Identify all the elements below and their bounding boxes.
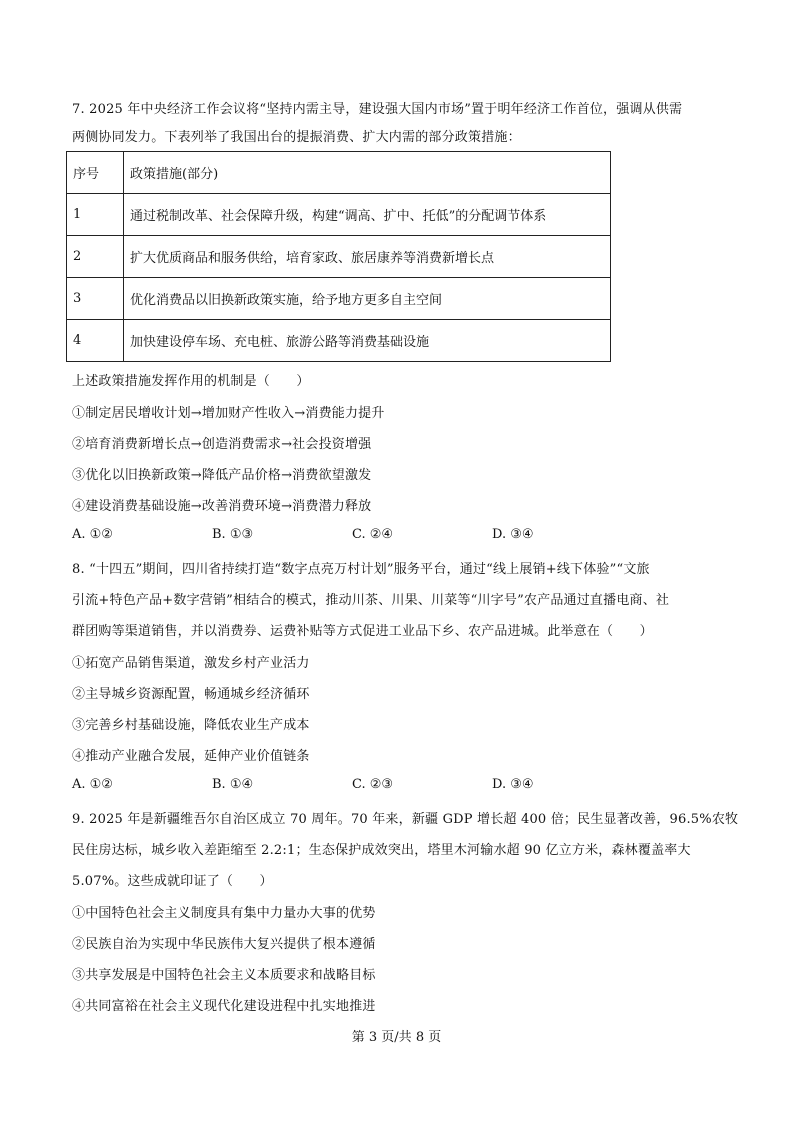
q7-stem-line-1: 7. 2025 年中央经济工作会议将“坚持内需主导，建设强大国内市场”置于明年经济工作首位，强调从供需 bbox=[72, 102, 683, 117]
table-cell-policy: 优化消费品以旧换新政策实施，给予地方更多自主空间 bbox=[124, 278, 611, 320]
table-header-cell: 政策措施(部分) bbox=[124, 152, 611, 194]
table-cell-number: 2 bbox=[67, 236, 124, 278]
q8-item: ②主导城乡资源配置，畅通城乡经济循环 bbox=[72, 687, 310, 702]
table-cell-number: 3 bbox=[67, 278, 124, 320]
q9-stem-line-2: 民住房达标，城乡收入差距缩至 2.2:1；生态保护成效突出，塔里木河输水超 90 亿立方米，森林覆盖率大 bbox=[72, 843, 691, 858]
option-a[interactable]: A. ①② bbox=[72, 527, 113, 542]
q7-item: ②培育消费新增长点→创造消费需求→社会投资增强 bbox=[72, 437, 372, 452]
q9-item: ③共享发展是中国特色社会主义本质要求和战略目标 bbox=[72, 968, 376, 983]
q8-item: ④推动产业融合发展，延伸产业价值链条 bbox=[72, 749, 310, 764]
q9-item: ④共同富裕在社会主义现代化建设进程中扎实地推进 bbox=[72, 999, 376, 1014]
q8-item: ①拓宽产品销售渠道，激发乡村产业活力 bbox=[72, 656, 310, 671]
page-number-footer: 第 3 页/共 8 页 bbox=[351, 1030, 442, 1045]
option-a[interactable]: A. ①② bbox=[72, 777, 113, 792]
q8-item: ③完善乡村基础设施，降低农业生产成本 bbox=[72, 718, 310, 733]
q7-item: ③优化以旧换新政策→降低产品价格→消费欲望激发 bbox=[72, 468, 372, 483]
table-cell-policy: 通过税制改革、社会保障升级，构建“调高、扩中、托低”的分配调节体系 bbox=[124, 194, 611, 236]
table-header-cell: 序号 bbox=[67, 152, 124, 194]
q8-stem-line-1: 8. “十四五”期间，四川省持续打造“数字点亮万村计划”服务平台，通过“线上展销+线下体验”“文旅 bbox=[72, 562, 650, 577]
option-d[interactable]: D. ③④ bbox=[492, 777, 534, 792]
table-header-row bbox=[67, 152, 611, 194]
option-b[interactable]: B. ①④ bbox=[212, 777, 254, 792]
q7-item: ④建设消费基础设施→改善消费环境→消费潜力释放 bbox=[72, 499, 372, 514]
table-row bbox=[67, 194, 611, 236]
q7-options bbox=[72, 527, 632, 542]
table-row bbox=[67, 320, 611, 362]
q8-stem-line-2: 引流+特色产品+数字营销”相结合的模式，推动川茶、川果、川菜等“川字号”农产品通过直播电商、社 bbox=[72, 593, 670, 608]
q8-options bbox=[72, 777, 632, 792]
option-c[interactable]: C. ②④ bbox=[352, 527, 394, 542]
q9-stem-line-1: 9. 2025 年是新疆维吾尔自治区成立 70 周年。70 年来，新疆 GDP 增长超 400 倍；民生显著改善，96.5%农牧 bbox=[72, 812, 739, 827]
option-b[interactable]: B. ①③ bbox=[212, 527, 254, 542]
option-c[interactable]: C. ②③ bbox=[352, 777, 394, 792]
policy-table bbox=[66, 151, 611, 362]
q9-item: ①中国特色社会主义制度具有集中力量办大事的优势 bbox=[72, 906, 376, 921]
table-row bbox=[67, 278, 611, 320]
q9-stem-line-3: 5.07%。这些成就印证了（ ） bbox=[72, 874, 273, 889]
q7-item: ①制定居民增收计划→增加财产性收入→消费能力提升 bbox=[72, 406, 385, 421]
table-row bbox=[67, 236, 611, 278]
table-cell-policy: 加快建设停车场、充电桩、旅游公路等消费基础设施 bbox=[124, 320, 611, 362]
q7-question: 上述政策措施发挥作用的机制是（ ） bbox=[72, 374, 310, 389]
table-cell-number: 4 bbox=[67, 320, 124, 362]
q7-stem-line-2: 两侧协同发力。下表列举了我国出台的提振消费、扩大内需的部分政策措施： bbox=[72, 130, 521, 145]
option-d[interactable]: D. ③④ bbox=[492, 527, 534, 542]
table-cell-policy: 扩大优质商品和服务供给，培育家政、旅居康养等消费新增长点 bbox=[124, 236, 611, 278]
q9-item: ②民族自治为实现中华民族伟大复兴提供了根本遵循 bbox=[72, 937, 376, 952]
table-cell-number: 1 bbox=[67, 194, 124, 236]
q8-stem-line-3: 群团购等渠道销售，并以消费券、运费补贴等方式促进工业品下乡、农产品进城。此举意在（ ） bbox=[72, 624, 653, 639]
